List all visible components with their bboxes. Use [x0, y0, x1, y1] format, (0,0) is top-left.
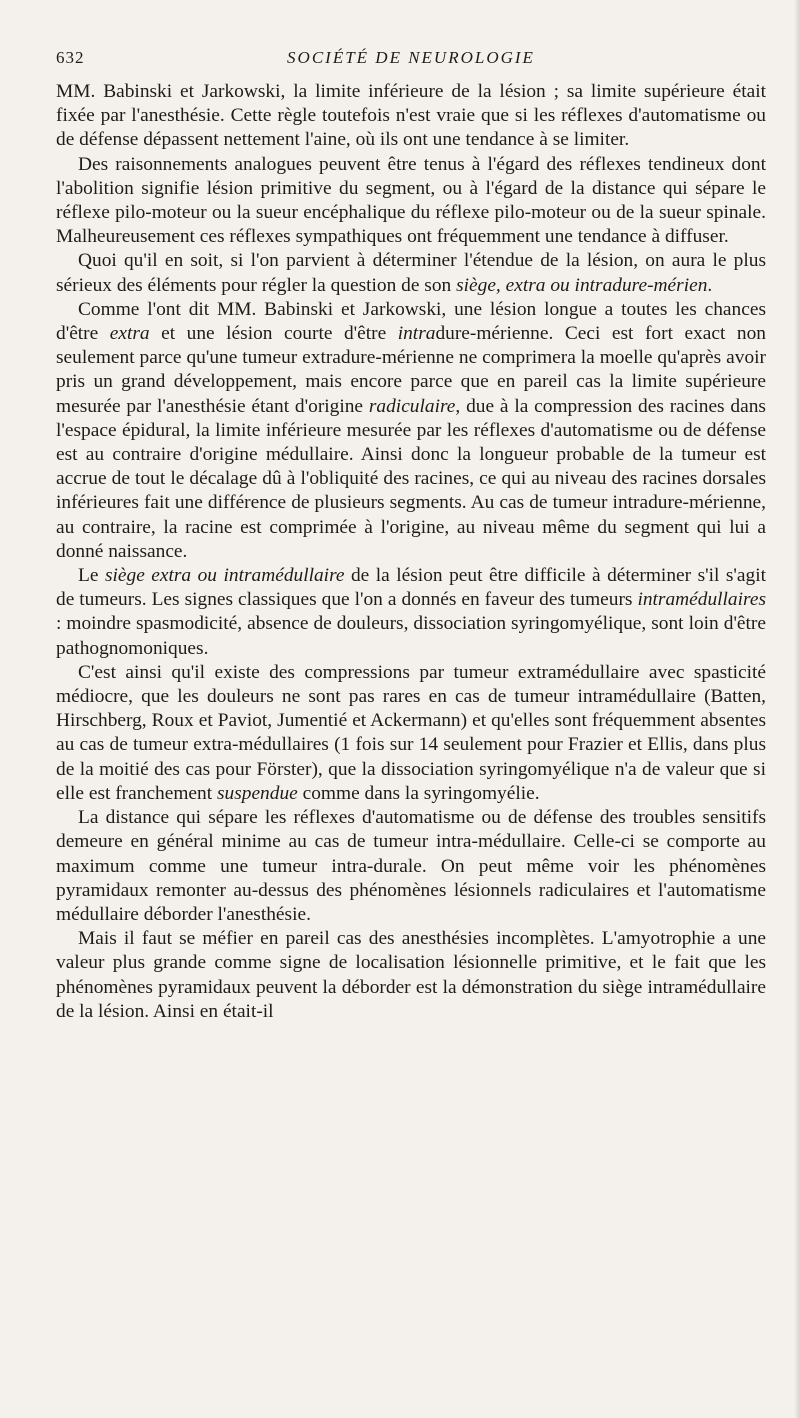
page-edge-shadow: [794, 0, 800, 1418]
paragraph-5: [56, 564, 766, 661]
text-run: et une lésion courte d'être: [149, 323, 398, 345]
paragraph-8: [56, 927, 766, 1024]
text-run: Le: [78, 565, 105, 587]
text-run: Comme l'ont dit MM. Babinski et Jarkowski, une lésion longue a toutes les chances d'être: [56, 298, 766, 345]
text-run: : moindre spasmodicité, absence de douleurs, dissociation syringomyélique, sont loin d'être pathognomoniques.: [56, 613, 766, 659]
text-run: dure-mérienne. Ceci est fort exact non seulement parce qu'une tumeur extradure-mérienne ne comprimera la moelle qu'après avoir pris un grand développement, mais encore parce que en pareil cas la limite supérieure mesurée par l'anesthésie étant d'origine: [56, 323, 766, 417]
text-run: MM. Babinski et Jarkowski, la limite inférieure de la lésion ; sa limite supérieure était fixée par l'anesthésie. Cette règle toutefois n'est vraie que si les réflexes d'automatisme ou de défense dépassent nettement l'aine, où ils ont une tendance à se limiter.: [56, 81, 766, 151]
text-run: Quoi qu'il en soit, si l'on parvient à déterminer l'étendue de la lésion, on aura le plus sérieux des éléments pour régler la question de son: [56, 250, 766, 296]
italic-run: intramédullaires: [637, 589, 766, 611]
running-title: SOCIÉTÉ DE NEUROLOGIE: [287, 48, 535, 67]
paragraph-4: [56, 298, 766, 564]
italic-run: radiculaire: [368, 395, 456, 417]
text-run: La distance qui sépare les réflexes d'automatisme ou de défense des troubles sensitifs demeure en général minime au cas de tumeur intra-médullaire. Celle-ci se comporte au maximum comme une tumeur intra-durale. On peut même voir les phénomènes pyramidaux remonter au-dessus des phénomènes lésionnels radiculaires et l'automatisme médullaire déborder l'anesthésie.: [56, 807, 766, 925]
paragraph-1: [56, 80, 766, 153]
paragraph-6: [56, 661, 766, 806]
italic-run: intra: [397, 323, 436, 345]
page-number: 632: [56, 48, 85, 67]
body-text: [56, 80, 766, 1024]
italic-run: extra: [109, 323, 150, 345]
text-run: Des raisonnements analogues peuvent être tenus à l'égard des réflexes tendineux dont l'abolition signifie lésion primitive du segment, ou à l'égard de la distance qui sépare le réflexe pilo-moteur ou la sueur encéphalique du réflexe pilo-moteur ou de la sueur spinale. Malheureusement ces réflexes sympathiques ont fréquemment une tendance à diffuser.: [56, 153, 766, 248]
paragraph-7: [56, 806, 766, 927]
paragraph-3: [56, 249, 766, 297]
text-run: , due à la compression des racines dans l'espace épidural, la limite inférieure mesurée par les réflexes d'automatisme ou de défense est au contraire d'origine médullaire. Ainsi donc la longueur probable de la tumeur est accrue de tout le décalage dû à l'obliquité des racines, ce qui au niveau des racines dorsales inférieures fait une différence de plusieurs segments. Au cas de tumeur intradure-mérienne, au contraire, la racine est comprimée à l'origine, au niveau même du segment qui lui a donné naissance.: [56, 395, 766, 562]
text-run: C'est ainsi qu'il existe des compressions par tumeur extramédullaire avec spasticité médiocre, que les douleurs ne sont pas rares en cas de tumeur intramédullaire (Batten, Hirschberg, Roux et Paviot, Jumentié et Ackermann) et qu'elles sont fréquemment absentes au cas de tumeur extra-médullaires (1 fois sur 14 seulement pour Frazier et Ellis, dans plus de la moitié des cas pour Förster), que la dissociation syringomyélique n'a de valeur que si elle est franchement: [56, 661, 766, 804]
paragraph-2: [56, 153, 766, 250]
text-run: de la lésion peut être difficile à déterminer s'il s'agit de tumeurs. Les signes classiques que l'on a donnés en faveur des tumeurs: [56, 565, 766, 611]
italic-run: suspendue: [216, 782, 298, 804]
italic-run: siège, extra ou intradure-mérien: [456, 274, 708, 296]
text-run: comme dans la syringomyélie.: [297, 782, 540, 804]
text-run: .: [707, 274, 713, 296]
page-header: [56, 38, 766, 78]
text-run: Mais il faut se méfier en pareil cas des anesthésies incomplètes. L'amyotrophie a une valeur plus grande comme signe de localisation lésionnelle primitive, et le fait que les phénomènes pyramidaux peuvent la déborder est la démonstration du siège intramédullaire de la lésion. Ainsi en était-il: [56, 928, 766, 1022]
italic-run: siège extra ou intramédullaire: [104, 565, 345, 587]
